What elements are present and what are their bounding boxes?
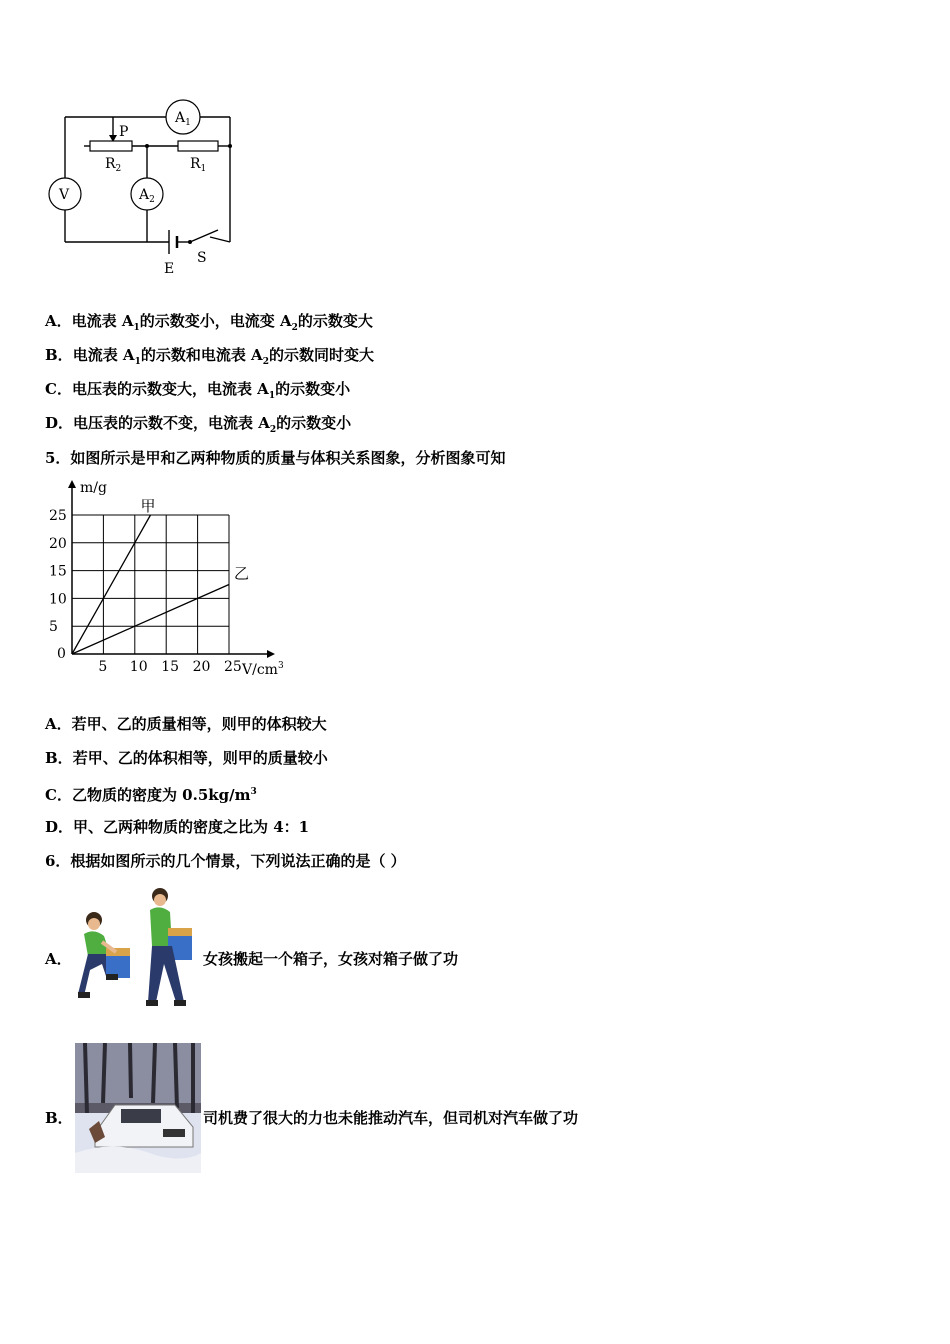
p-label: P <box>119 124 129 140</box>
x-tick-label: 5 <box>98 659 108 675</box>
x-tick-label: 20 <box>192 659 211 675</box>
svg-text:R1: $R_1$ <box>190 156 207 174</box>
y-tick-label: 5 <box>49 619 58 636</box>
x-axis-arrow-icon <box>267 650 275 658</box>
y-tick-label: 20 <box>49 535 67 552</box>
x-tick-label: 10 <box>129 659 148 675</box>
y-tick-label: 10 <box>49 591 67 608</box>
q6-option-a-label: A． <box>45 950 72 968</box>
s-label: S <box>197 250 207 266</box>
r2-label: R <box>105 156 116 172</box>
driver-pushing-car-image <box>75 1043 201 1173</box>
r1-label: R <box>190 156 201 172</box>
svg-text:R2: $R_2$ <box>105 156 122 174</box>
e-label: E <box>164 261 175 277</box>
q4-option-b: B．电流表 $A_1$的示数和电流表 $A_2$的示数同时变大 <box>45 346 374 367</box>
series-line-yi <box>72 585 229 655</box>
q4-option-a: A．电流表 $A_1$的示数变小，电流变 $A_2$的示数变大 <box>45 312 373 333</box>
series-label: 乙 <box>234 564 250 583</box>
q6-option-a-text: 女孩搬起一个箱子，女孩对箱子做了功 <box>203 950 459 968</box>
q5-option-b: B．若甲、乙的体积相等，则甲的质量较小 <box>45 749 328 767</box>
q6-stem: 6．根据如图所示的几个情景，下列说法正确的是（ ） <box>45 852 406 870</box>
y-tick-label: 15 <box>49 563 67 580</box>
q5-option-c: C．乙物质的密度为 $0.5kg/m^3$ <box>45 786 257 804</box>
resistor-r2 <box>90 141 132 151</box>
x-tick-label: 25 <box>224 659 242 675</box>
q4-option-d: D．电压表的示数不变，电流表 $A_2$的示数变小 <box>45 414 352 435</box>
y-axis-label: m/g <box>80 480 107 496</box>
q5-option-a: A．若甲、乙的质量相等，则甲的体积较大 <box>45 715 327 733</box>
resistor-r1 <box>178 141 218 151</box>
y-axis-arrow-icon <box>68 480 76 488</box>
q4-option-c: C．电压表的示数变大，电流表 $A_1$的示数变小 <box>45 380 351 401</box>
x-tick-label: 15 <box>161 659 180 675</box>
q5-option-d: D．甲、乙两种物质的密度之比为 4：1 <box>45 818 310 836</box>
v-label: V <box>59 187 70 203</box>
a2-label: A <box>139 187 150 203</box>
series-line-jia <box>72 515 151 654</box>
a1-label: A <box>175 110 186 126</box>
svg-text:A2: $A_2$ <box>139 187 155 205</box>
origin-label: 0 <box>57 646 66 662</box>
svg-text:A1: $A_1$ <box>175 110 191 128</box>
q5-stem: 5．如图所示是甲和乙两种物质的质量与体积关系图象，分析图象可知 <box>45 449 506 467</box>
y-tick-label: 25 <box>49 508 67 524</box>
q6-option-b-text: 司机费了很大的力也未能推动汽车，但司机对汽车做了功 <box>203 1109 579 1127</box>
mass-volume-chart <box>40 476 300 686</box>
girl-lifting-box-image <box>72 884 200 1010</box>
circuit-diagram <box>40 95 250 280</box>
x-axis-label: $V/cm^3$ <box>242 661 284 678</box>
series-label: 甲 <box>140 497 156 515</box>
q6-option-b-label: B． <box>45 1109 73 1127</box>
